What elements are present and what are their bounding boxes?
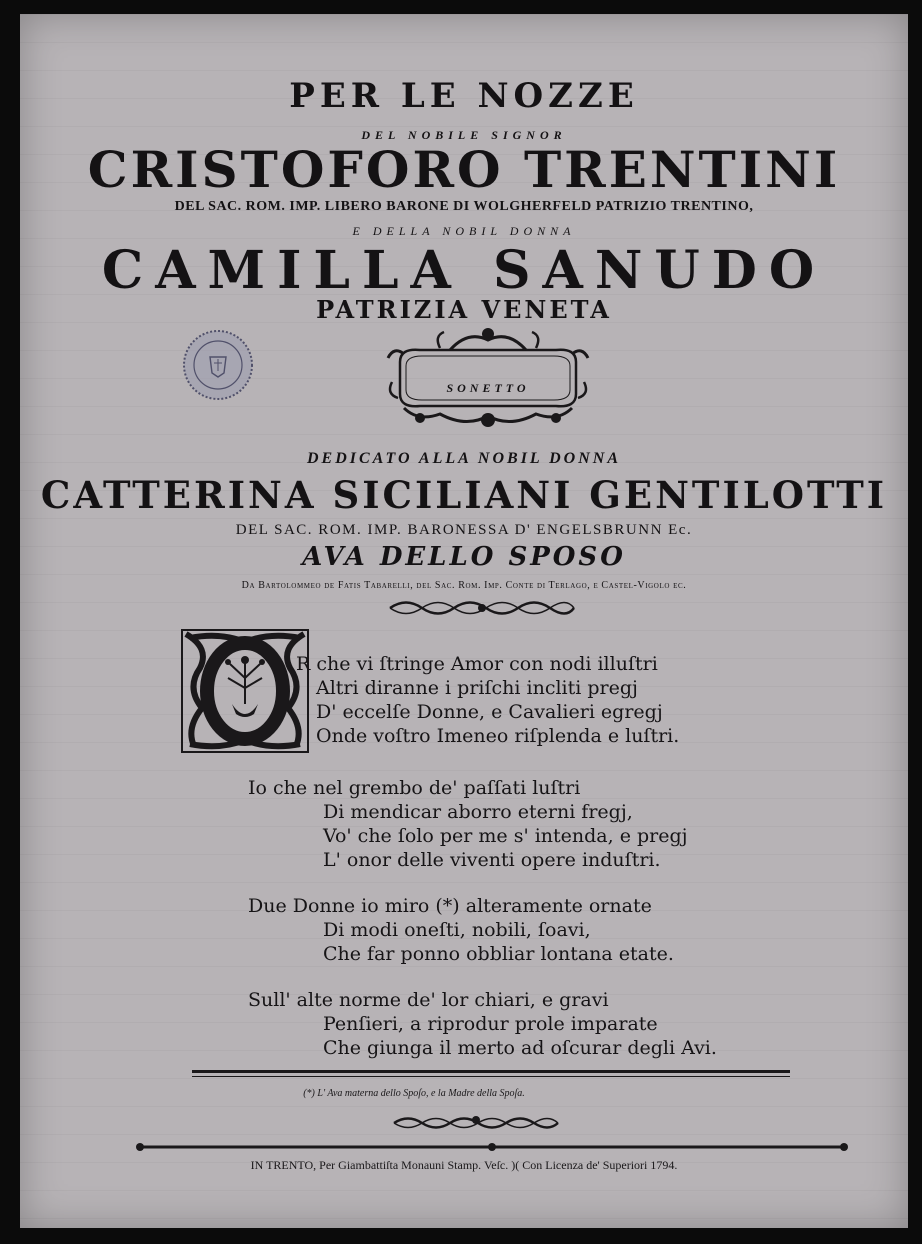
dedication-line: DEDICATO ALLA NOBIL DONNA (307, 450, 621, 467)
rule-thick (192, 1070, 790, 1073)
heading-nobile-signor: DEL NOBILE SIGNOR (361, 128, 567, 142)
dedicatee-relation: AVA DELLO SPOSO (302, 542, 626, 572)
poem-line: Di mendicar aborro eterni fregj, (323, 801, 633, 823)
poem-line: Di modi oneſti, nobili, ſoavi, (323, 919, 591, 941)
library-stamp-icon (180, 327, 256, 403)
dedicatee-title: DEL SAC. ROM. IMP. BARONESSA D' ENGELSBRUNN Ec. (235, 522, 693, 538)
imprint-line: IN TRENTO, Per Giambattiſta Monauni Stamp. Veſc. )( Con Licenza de' Superiori 1794. (250, 1158, 678, 1172)
groom-title: DEL SAC. ROM. IMP. LIBERO BARONE DI WOLGHERFELD PATRIZIO TRENTINO, (174, 199, 754, 214)
poem-line: Vo' che ſolo per me s' intenda, e pregj (323, 825, 688, 847)
sonetto-label: SONETTO (446, 381, 530, 395)
initial-ornament-icon (180, 628, 310, 754)
poem-line: Che far ponno obbliar lontana etate. (323, 943, 674, 965)
stanza-2 (248, 776, 688, 872)
poem-line: D' eccelſe Donne, e Cavalieri egregj (316, 701, 663, 723)
stanza-1 (296, 652, 679, 748)
cartouche-ornament-icon (380, 322, 596, 434)
imprint-rule-icon (132, 1140, 852, 1154)
poem-line: Io che nel grembo de' paſſati luſtri (248, 777, 581, 799)
stanza-3 (248, 894, 674, 966)
author-line: Da Bartolommeo de Fatis Tabarelli, del Sac. Rom. Imp. Conte di Terlago, e Castel-Vigolo ec. (241, 580, 687, 591)
poem-line: Sull' alte norme de' lor chiari, e gravi (248, 989, 609, 1011)
poem-line: Che giunga il merto ad oſcurar degli Avi. (323, 1037, 717, 1059)
flourish-divider-icon (386, 597, 578, 619)
heading-nobil-donna: E DELLA NOBIL DONNA (352, 224, 576, 238)
groom-name: CRISTOFORO TRENTINI (87, 140, 841, 199)
poem-line: Altri diranne i priſchi incliti pregj (316, 677, 638, 699)
poem-line: Penſieri, a riprodur prole imparate (323, 1013, 658, 1035)
flourish-divider-icon (390, 1112, 562, 1134)
poem-line: Due Donne io miro (*) alteramente ornate (248, 895, 652, 917)
footnote: (*) L' Ava materna dello Spoſo, e la Madre della Spoſa. (303, 1088, 525, 1099)
stanza-4 (248, 988, 717, 1060)
decorated-initial (180, 628, 310, 754)
rule-thin (192, 1076, 790, 1077)
bride-name: CAMILLA SANUDO (101, 240, 827, 301)
broadside-sheet (20, 14, 908, 1228)
bride-title: PATRIZIA VENETA (316, 295, 612, 324)
dedicatee-name: CATTERINA SICILIANI GENTILOTTI (40, 473, 888, 517)
poem-line: R che vi ſtringe Amor con nodi illuſtri (296, 653, 658, 675)
poem-line: Onde voſtro Imeneo riſplenda e luſtri. (316, 725, 680, 747)
heading-per-le-nozze: PER LE NOZZE (289, 76, 639, 116)
poem-line: L' onor delle viventi opere induſtri. (323, 849, 661, 871)
